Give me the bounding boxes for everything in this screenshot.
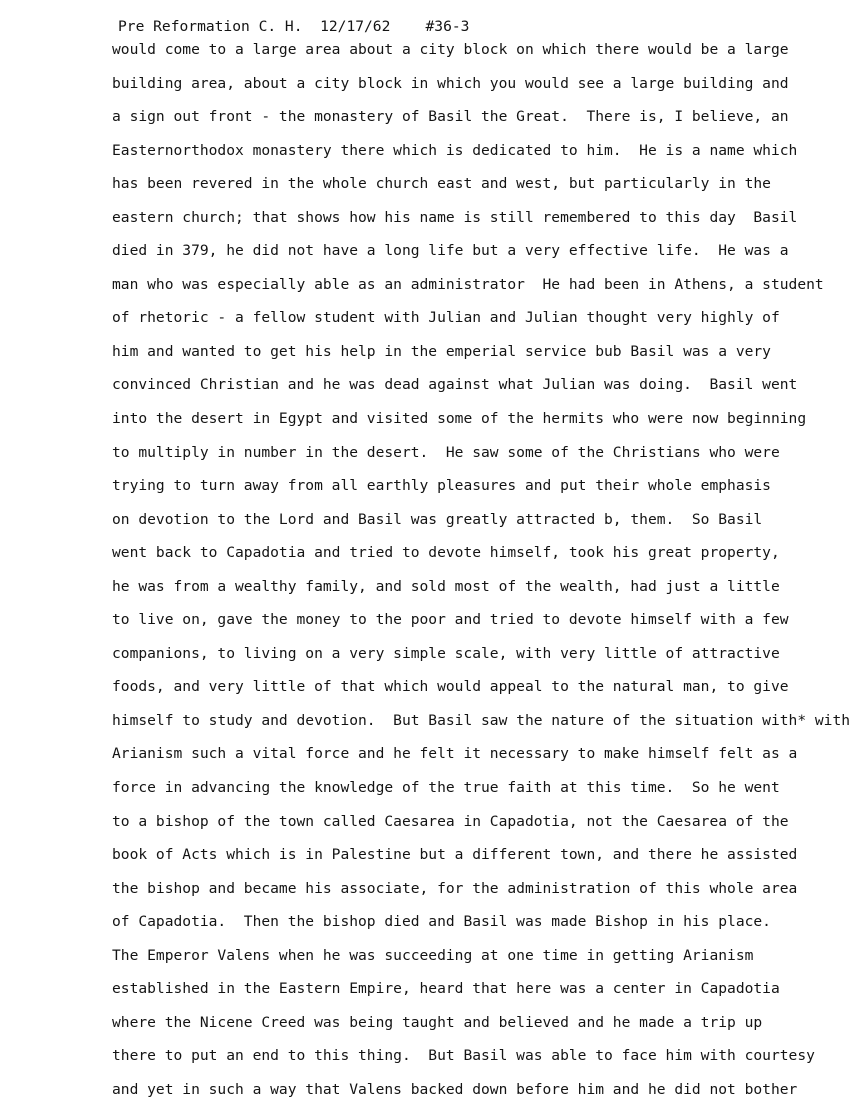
text-line: has been revered in the whole church east and west, but particularly in the bbox=[112, 175, 771, 193]
text-line: the bishop and became his associate, for the administration of this whole area bbox=[112, 879, 798, 897]
text-line: The Emperor Valens when he was succeeding at one time in getting Arianism bbox=[112, 946, 754, 964]
text-line: to multiply in number in the desert. He saw some of the Christians who were bbox=[112, 443, 780, 461]
text-line: on devotion to the Lord and Basil was greatly attracted b, them. So Basil bbox=[112, 510, 763, 528]
text-line: Easternorthodox monastery there which is dedicated to him. He is a name which bbox=[112, 141, 798, 159]
text-line: eastern church; that shows how his name is still remembered to this day Basil bbox=[112, 208, 798, 226]
text-line: to live on, gave the money to the poor and tried to devote himself with a few bbox=[112, 611, 789, 629]
text-line: went back to Capadotia and tried to devote himself, took his great property, bbox=[112, 544, 780, 562]
text-line: a sign out front - the monastery of Basil the Great. There is, I believe, an bbox=[112, 108, 789, 126]
text-line: of Capadotia. Then the bishop died and Basil was made Bishop in his place. bbox=[112, 913, 771, 931]
text-line: himself to study and devotion. But Basil saw the nature of the situation with* with bbox=[112, 711, 850, 729]
text-line: companions, to living on a very simple scale, with very little of attractive bbox=[112, 644, 780, 662]
text-line: book of Acts which is in Palestine but a different town, and there he assisted bbox=[112, 846, 798, 864]
text-line: building area, about a city block in which you would see a large building and bbox=[112, 74, 789, 92]
text-line: trying to turn away from all earthly pleasures and put their whole emphasis bbox=[112, 477, 771, 495]
text-line: him and wanted to get his help in the emperial service bub Basil was a very bbox=[112, 342, 771, 360]
text-line: died in 379, he did not have a long life but a very effective life. He was a bbox=[112, 242, 789, 260]
document-body bbox=[112, 40, 850, 1114]
text-line: into the desert in Egypt and visited some of the hermits who were now beginning bbox=[112, 410, 807, 428]
text-line: established in the Eastern Empire, heard that here was a center in Capadotia bbox=[112, 980, 780, 998]
page-header: Pre Reformation C. H. 12/17/62 #36-3 bbox=[118, 18, 470, 35]
text-line: Arianism such a vital force and he felt it necessary to make himself felt as a bbox=[112, 745, 798, 763]
text-line: there to put an end to this thing. But Basil was able to face him with courtesy bbox=[112, 1047, 815, 1065]
text-line: foods, and very little of that which would appeal to the natural man, to give bbox=[112, 678, 789, 696]
text-line: to a bishop of the town called Caesarea in Capadotia, not the Caesarea of the bbox=[112, 812, 789, 830]
text-line: where the Nicene Creed was being taught and believed and he made a trip up bbox=[112, 1013, 763, 1031]
text-line: convinced Christian and he was dead against what Julian was doing. Basil went bbox=[112, 376, 798, 394]
text-line: force in advancing the knowledge of the true faith at this time. So he went bbox=[112, 779, 780, 797]
text-line: of rhetoric - a fellow student with Julian and Julian thought very highly of bbox=[112, 309, 780, 327]
text-line: he was from a wealthy family, and sold most of the wealth, had just a little bbox=[112, 577, 780, 595]
text-line: would come to a large area about a city block on which there would be a large bbox=[112, 41, 789, 58]
text-line: and yet in such a way that Valens backed down before him and he did not bother bbox=[112, 1080, 798, 1098]
text-line: man who was especially able as an administrator He had been in Athens, a student bbox=[112, 275, 824, 293]
